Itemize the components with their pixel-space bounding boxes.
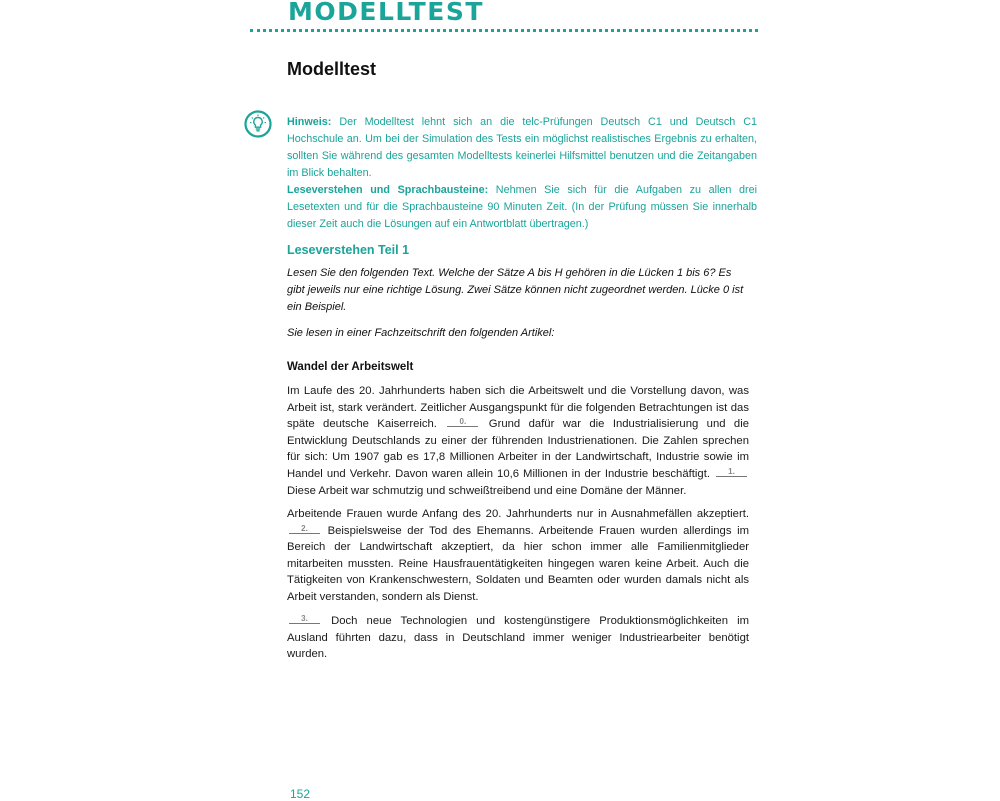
gap-blank-3: 3. xyxy=(289,614,320,624)
gap-blank-2: 2. xyxy=(289,524,320,534)
hint-label: Hinweis: xyxy=(287,116,332,128)
section-header-title: MODELLTEST xyxy=(288,0,484,26)
paragraph-text: Doch neue Technologien und kostengünstigere Produktionsmöglichkeiten im Ausland führten dazu, dass in Deutschland immer weniger Industriearbeiter benötigt wurden. xyxy=(287,615,750,661)
task-instruction: Lesen Sie den folgenden Text. Welche der Sätze A bis H gehören in die Lücken 1 bis 6? Es gibt jeweils nur eine richtige Lösung. Zwei Sätze können nicht zugeordnet werden. Lücke 0 ist ein Beispiel. xyxy=(287,267,744,313)
hint-sub-text: Nehmen Sie sich für die Aufgaben zu allen drei Lesetexten und für die Sprachbausteine 90 Minuten Zeit. (In der Prüfung müssen Sie innerhalb dieser Zeit auch die Lösungen auf ein Antwortblatt übertragen.) xyxy=(287,184,757,230)
lightbulb-icon xyxy=(244,110,272,138)
article-paragraph-3 xyxy=(287,613,749,663)
paragraph-text: Grund dafür war die Industrialisierung und die Entwicklung Deutschlands zu einer der führenden Industrienationen. Die Zahlen sprechen für sich: Um 1907 gab es 17,8 Millionen Arbeiter in der Landwirtschaft, Industrie sowie im Handel und Verkehr. Davon waren allein 10,6 Millionen in der Industrie beschäftigt. xyxy=(287,418,749,480)
section-heading: Leseverstehen Teil 1 xyxy=(287,243,410,257)
hint-text: Der Modelltest lehnt sich an die telc-Prüfungen Deutsch C1 und Deutsch C1 Hochschule an. Um bei der Simulation des Tests ein möglichst realistisches Ergebnis zu erhalten, sollten Sie während des gesamten Modelltests keinerlei Hilfsmittel benutzen und die Zeitangaben im Blick behalten. xyxy=(287,116,757,179)
page-title: Modelltest xyxy=(287,59,377,79)
paragraph-text: Beispielsweise der Tod des Ehemanns. Arbeitende Frauen wurden allerdings im Bereich der Landwirtschaft akzeptiert, da hier schon immer alle Familienmitglieder mitarbeiten mussten. Reine Hausfrauentätigkeiten hingegen waren keine Arbeit. Auch die Tätigkeiten von Krankenschwestern, Soldaten und Beamten oder wurden damals nicht als Arbeit verstanden, sondern als Dienst. xyxy=(287,524,749,603)
hint-box xyxy=(287,114,757,233)
article-title: Wandel der Arbeitswelt xyxy=(287,361,414,373)
header-divider xyxy=(250,29,758,32)
paragraph-text: Im Laufe des 20. Jahrhunderts haben sich die Arbeitswelt und die Vorstellung davon, was Arbeit ist, stark verändert. Zeitlicher Ausgangspunkt für die folgenden Betrachtungen ist das späte deutsche Kaiserreich. xyxy=(287,385,749,431)
hint-sub-label: Leseverstehen und Sprachbausteine: xyxy=(287,184,489,196)
gap-blank-0: 0. xyxy=(447,417,478,427)
paragraph-text: Arbeitende Frauen wurde Anfang des 20. Jahrhunderts nur in Ausnahmefällen akzeptiert. xyxy=(287,508,749,520)
paragraph-text: Diese Arbeit war schmutzig und schweißtreibend und eine Domäne der Männer. xyxy=(287,484,687,497)
source-line: Sie lesen in einer Fachzeitschrift den folgenden Artikel: xyxy=(287,327,555,339)
article-paragraph-2 xyxy=(287,506,749,606)
gap-blank-1: 1. xyxy=(716,467,747,477)
page-number: 152 xyxy=(290,787,311,801)
article-paragraph-1 xyxy=(287,383,749,499)
